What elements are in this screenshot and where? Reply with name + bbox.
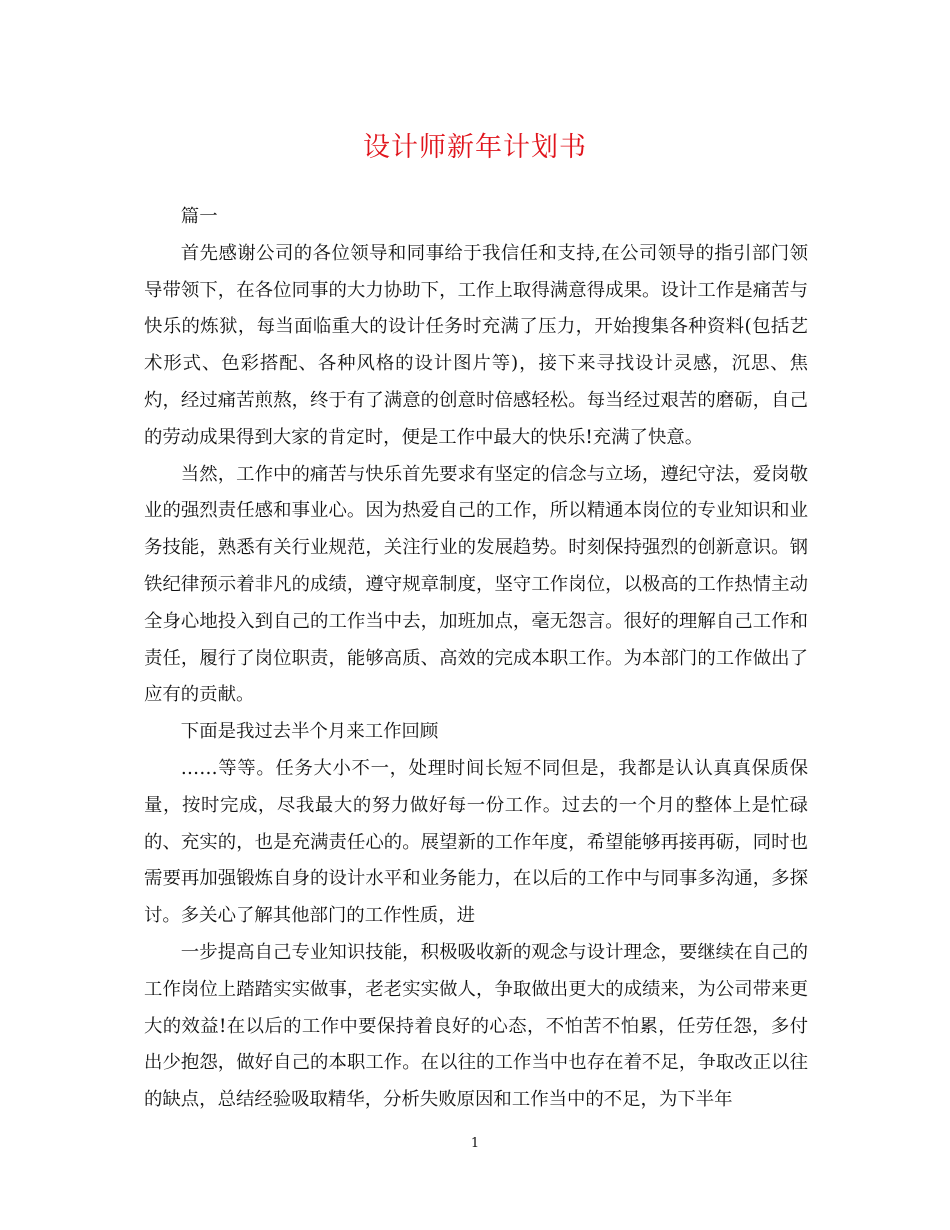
body-paragraph: 下面是我过去半个月来工作回顾 [180, 721, 439, 743]
body-paragraph: 当然，工作中的痛苦与快乐首先要求有坚定的信念与立场，遵纪守法，爱岗敬业的强烈责任感和事业心。因为热爱自己的工作，所以精通本岗位的专业知识和业务技能，熟悉有关行业规范，关注行业的发展趋势。时刻保持强烈的创新意识。钢铁纪律预示着非凡的成绩，遵守规章制度，坚守工作岗位，以极高的工作热情主动全身心地投入到自己的工作当中去，加班加点，毫无怨言。很好的理解自己工作和责任，履行了岗位职责，能够高质、高效的完成本职工作。为本部门的工作做出了应有的贡献。 [144, 463, 808, 706]
body-paragraph: 一步提高自己专业知识技能，积极吸收新的观念与设计理念，要继续在自己的工作岗位上踏踏实实做事，老老实实做人，争取做出更大的成绩来，为公司带来更大的效益!在以后的工作中要保持着良好的心态，不怕苦不怕累，任劳任怨，多付出少抱怨，做好自己的本职工作。在以往的工作当中也存在着不足，争取改正以往的缺点，总结经验吸取精华，分析失败原因和工作当中的不足，为下半年 [144, 941, 808, 1111]
document-title: 设计师新年计划书 [363, 132, 587, 163]
document-body [144, 199, 808, 1119]
body-paragraph: 首先感谢公司的各位领导和同事给于我信任和支持,在公司领导的指引部门领导带领下，在各位同事的大力协助下，工作上取得满意得成果。设计工作是痛苦与快乐的炼狱，每当面临重大的设计任务时充满了压力，开始搜集各种资料(包括艺术形式、色彩搭配、各种风格的设计图片等)，接下来寻找设计灵感，沉思、焦灼，经过痛苦煎熬，终于有了满意的创意时倍感轻松。每当经过艰苦的磨砺，自己的劳动成果得到大家的肯定时，便是工作中最大的快乐!充满了快意。 [144, 242, 808, 448]
page-number: 1 [470, 1136, 480, 1151]
section-heading: 篇一 [180, 206, 218, 227]
body-paragraph: ……等等。任务大小不一，处理时间长短不同但是，我都是认认真真保质保量，按时完成，尽我最大的努力做好每一份工作。过去的一个月的整体上是忙碌的、充实的，也是充满责任心的。展望新的工作年度，希望能够再接再砺，同时也需要再加强锻炼自身的设计水平和业务能力，在以后的工作中与同事多沟通，多探讨。多关心了解其他部门的工作性质，进 [144, 757, 808, 927]
